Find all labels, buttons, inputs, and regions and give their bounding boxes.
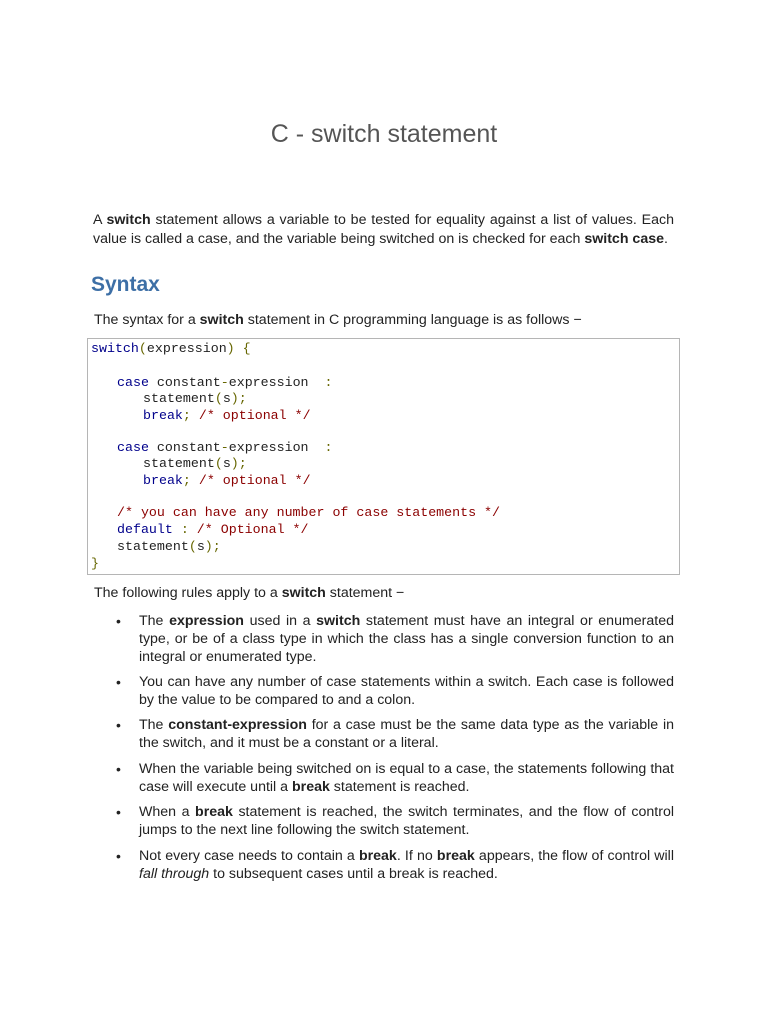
syntax-text-2: statement in C programming language is as follows − (243, 312, 582, 328)
code-keyword-default: default (117, 522, 173, 537)
rules-intro (94, 584, 404, 602)
bullet-icon: • (116, 717, 121, 733)
code-keyword-break: break (143, 408, 183, 423)
bullet-text: for a case must be the same data type as the variable in the switch, and it must be a constant or a literal. (139, 717, 674, 751)
code-comment: /* Optional */ (188, 522, 309, 537)
code-keyword-break: break (143, 473, 183, 488)
list-item-break (116, 803, 674, 839)
code-text: constant (148, 440, 221, 455)
code-block (87, 338, 680, 575)
code-punct: ( (188, 539, 197, 554)
code-text: s (196, 539, 205, 554)
bullet-text: used in a (243, 613, 317, 629)
code-punct: - (220, 375, 229, 390)
code-text: statement (143, 456, 215, 471)
code-punct: ); (230, 391, 247, 406)
code-punct: ) (226, 341, 235, 356)
intro-text-2: statement allows a variable to be tested for equality against a list of values. Each value is called a case, and the variable being switched on is checked for each (93, 212, 674, 247)
code-punct: ( (214, 391, 223, 406)
code-punct: { (242, 341, 251, 356)
list-item-fall-through (116, 847, 674, 883)
list-item-expression (116, 612, 675, 666)
code-punct: : (324, 375, 333, 390)
code-line-comment-any (117, 505, 500, 521)
code-line-default (117, 522, 309, 538)
code-text: s (222, 391, 231, 406)
bullet-bold: break (195, 804, 233, 820)
bullet-icon: • (116, 761, 121, 777)
code-text: expression (228, 440, 325, 455)
bullet-text: statement must have an integral or enumerated type, or be of a class type in which the class has a single conversion function to an integral or enumerated type. (139, 613, 675, 665)
code-line-statement-2 (143, 456, 247, 472)
intro-bold-switch: switch (106, 212, 151, 228)
list-item-case-count (116, 673, 674, 709)
code-punct: - (220, 440, 229, 455)
bullet-bold: break (292, 779, 330, 795)
bullet-bold: constant-expression (168, 717, 307, 733)
rules-text-1: The following rules apply to a (94, 585, 282, 601)
syntax-bold-switch: switch (199, 312, 244, 328)
list-item-execution (116, 760, 674, 796)
bullet-bold: break (358, 848, 397, 864)
code-punct: ; (182, 408, 191, 423)
bullet-bold: expression (169, 613, 244, 629)
code-line-case-2 (117, 440, 332, 456)
code-keyword-case: case (117, 440, 149, 455)
bullet-text: You can have any number of case statements within a switch. Each case is followed by the value to be compared to and a colon. (139, 674, 674, 708)
code-text: s (222, 456, 231, 471)
code-line-1 (91, 341, 251, 357)
bullet-bold: break (436, 848, 475, 864)
bullet-italic: fall through (139, 866, 210, 882)
intro-text-1: A (93, 212, 107, 228)
code-keyword-switch: switch (91, 341, 139, 356)
bullet-icon: • (116, 674, 121, 690)
code-punct: ); (204, 539, 221, 554)
bullet-text: statement is reached. (329, 779, 470, 795)
bullet-icon: • (116, 804, 121, 820)
code-comment: /* you can have any number of case statements */ (117, 505, 501, 520)
code-text: expression (228, 375, 325, 390)
rules-bold-switch: switch (281, 585, 326, 601)
bullet-icon: • (116, 613, 121, 629)
code-space (235, 341, 243, 356)
code-line-break-1 (143, 408, 311, 424)
code-punct: ); (230, 456, 247, 471)
bullet-text: appears, the flow of control will (474, 848, 674, 864)
code-punct: ( (214, 456, 223, 471)
page-title: C - switch statement (270, 120, 498, 148)
bullet-text: When the variable being switched on is equal to a case, the statements following that case will execute until a (139, 761, 674, 795)
rules-text-2: statement − (325, 585, 405, 601)
bullet-text: The (139, 613, 170, 629)
code-line-close (91, 556, 99, 572)
intro-bold-switch-case: switch case (584, 230, 664, 247)
bullet-text: statement is reached, the switch terminates, and the flow of control jumps to the next line following the switch statement. (139, 804, 674, 838)
bullet-icon: • (116, 848, 121, 864)
code-punct: } (91, 556, 99, 571)
code-line-break-2 (143, 473, 311, 489)
syntax-description (94, 311, 582, 329)
code-text: expression (146, 341, 227, 356)
bullet-text: When a (139, 804, 196, 820)
code-keyword-case: case (117, 375, 149, 390)
code-text: constant (148, 375, 221, 390)
bullet-text: . If no (396, 848, 437, 864)
bullet-text: to subsequent cases until a break is reached. (209, 866, 498, 882)
code-text: statement (117, 539, 189, 554)
bullet-text: The (139, 717, 169, 733)
syntax-text-1: The syntax for a (94, 312, 200, 328)
code-punct: ( (138, 341, 147, 356)
code-text: statement (143, 391, 215, 406)
code-punct: : (324, 440, 333, 455)
bullet-text: Not every case needs to contain a (139, 848, 359, 864)
code-line-statement-3 (117, 539, 221, 555)
intro-text-3: . (664, 230, 668, 247)
code-line-case-1 (117, 375, 332, 391)
syntax-heading: Syntax (91, 273, 160, 296)
code-punct: : (172, 522, 189, 537)
intro-paragraph (93, 211, 674, 248)
code-line-statement-1 (143, 391, 247, 407)
code-comment: /* optional */ (190, 473, 311, 488)
code-comment: /* optional */ (190, 408, 311, 423)
code-punct: ; (182, 473, 191, 488)
list-item-constant-expression (116, 716, 674, 752)
bullet-bold: switch (316, 613, 361, 629)
